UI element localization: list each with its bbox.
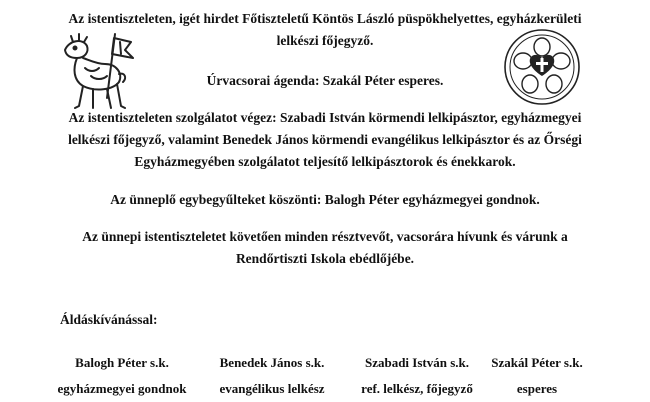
- signatory-name: Balogh Péter s.k.: [75, 355, 169, 370]
- signatory-name: Szakál Péter s.k.: [491, 355, 583, 370]
- signatory-title: ref. lelkész, főjegyző: [361, 381, 473, 396]
- signatory-title: esperes: [516, 381, 558, 396]
- text-line: Az istentiszteleten szolgálatot végez: Szabadi István körmendi lelkipásztor, egyházmegyei: [68, 110, 582, 125]
- text-line: Rendőrtiszti Iskola ebédlőjébe.: [235, 251, 415, 266]
- text-line: Egyházmegyében szolgálatot teljesítő lelkipásztorok és énekkarok.: [134, 154, 516, 169]
- text-line: lelkészi főjegyző.: [276, 33, 374, 48]
- signatory-title: evangélikus lelkész: [219, 381, 325, 396]
- signature-block: [482, 350, 592, 402]
- signatory-name: Szabadi István s.k.: [364, 355, 470, 370]
- signatory-title: egyházmegyei gondnok: [57, 381, 187, 396]
- service-paragraph: [60, 107, 590, 173]
- invitation-paragraph: [60, 226, 590, 270]
- text-line: lelkészi főjegyző, valamint Benedek János körmendi evangélikus lelkipásztor és az Őrségi: [68, 132, 582, 147]
- signature-block: [352, 350, 482, 402]
- text-line: Az istentiszteleten, igét hirdet Főtiszteletű Köntös László püspökhelyettes, egyházkerületi: [68, 11, 582, 26]
- signatory-name: Benedek János s.k.: [219, 355, 325, 370]
- greeting-paragraph: [60, 189, 590, 211]
- text-line: Úrvacsorai ágenda: Szakál Péter esperes.: [206, 73, 444, 88]
- preacher-paragraph: [60, 8, 590, 52]
- agenda-paragraph: [60, 70, 590, 92]
- signature-block: [52, 350, 192, 402]
- closing-salutation: Áldáskívánással:: [60, 312, 158, 327]
- text-line: Az ünneplő egybegyűlteket köszönti: Balogh Péter egyházmegyei gondnok.: [110, 192, 540, 207]
- signature-block: [212, 350, 332, 402]
- text-line: Az ünnepi istentiszteletet követően minden résztvevőt, vacsorára hívunk és várunk a: [82, 229, 568, 244]
